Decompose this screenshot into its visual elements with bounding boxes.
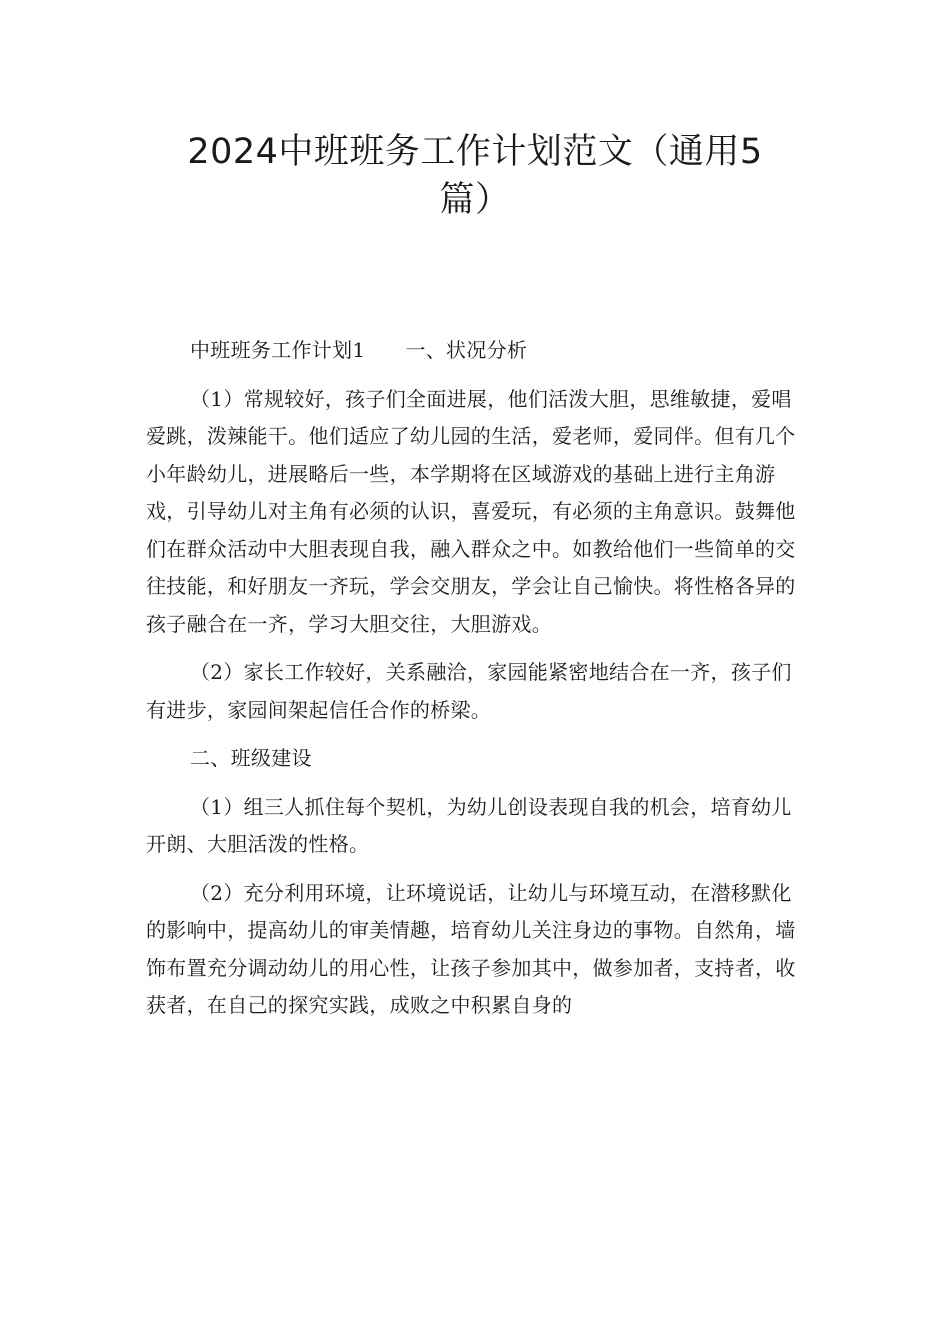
- document-title: [100, 128, 850, 224]
- title-line-2: 篇）: [439, 180, 511, 220]
- section-heading-2: 二、班级建设: [190, 746, 312, 770]
- section-heading-1: 一、状况分析: [405, 338, 528, 362]
- paragraph-1: （1）常规较好，孩子们全面进展，他们活泼大胆，思维敏捷，爱唱爱跳，泼辣能干。他们适应了幼儿园的生活，爱老师，爱同伴。但有几个小年龄幼儿，进展略后一些，本学期将在区域游戏的基础上进行主角游戏，引导幼儿对主角有必须的认识，喜爱玩，有必须的主角意识。鼓舞他们在群众活动中大胆表现自我，融入群众之中。如教给他们一些简单的交往技能，和好朋友一齐玩，学会交朋友，学会让自己愉快。将性格各异的孩子融合在一齐，学习大胆交往，大胆游戏。: [146, 386, 796, 636]
- plan-heading: 中班班务工作计划1: [190, 338, 366, 362]
- paragraph-3: （1）组三人抓住每个契机，为幼儿创设表现自我的机会，培育幼儿开朗、大胆活泼的性格。: [146, 794, 792, 856]
- title-line-1: 2024中班班务工作计划范文（通用5: [187, 132, 763, 172]
- document-body: [146, 332, 812, 1036]
- paragraph-4: （2）充分利用环境，让环境说话，让幼儿与环境互动，在潜移默化的影响中，提高幼儿的审美情趣，培育幼儿关注身边的事物。自然角，墙饰布置充分调动幼儿的用心性，让孩子参加其中，做参加者，支持者，收获者，在自己的探究实践，成败之中积累自身的: [146, 880, 796, 1017]
- plan-heading-line: [146, 332, 812, 370]
- paragraph-2: （2）家长工作较好，关系融洽，家园能紧密地结合在一齐，孩子们有进步，家园间架起信任合作的桥梁。: [146, 660, 792, 722]
